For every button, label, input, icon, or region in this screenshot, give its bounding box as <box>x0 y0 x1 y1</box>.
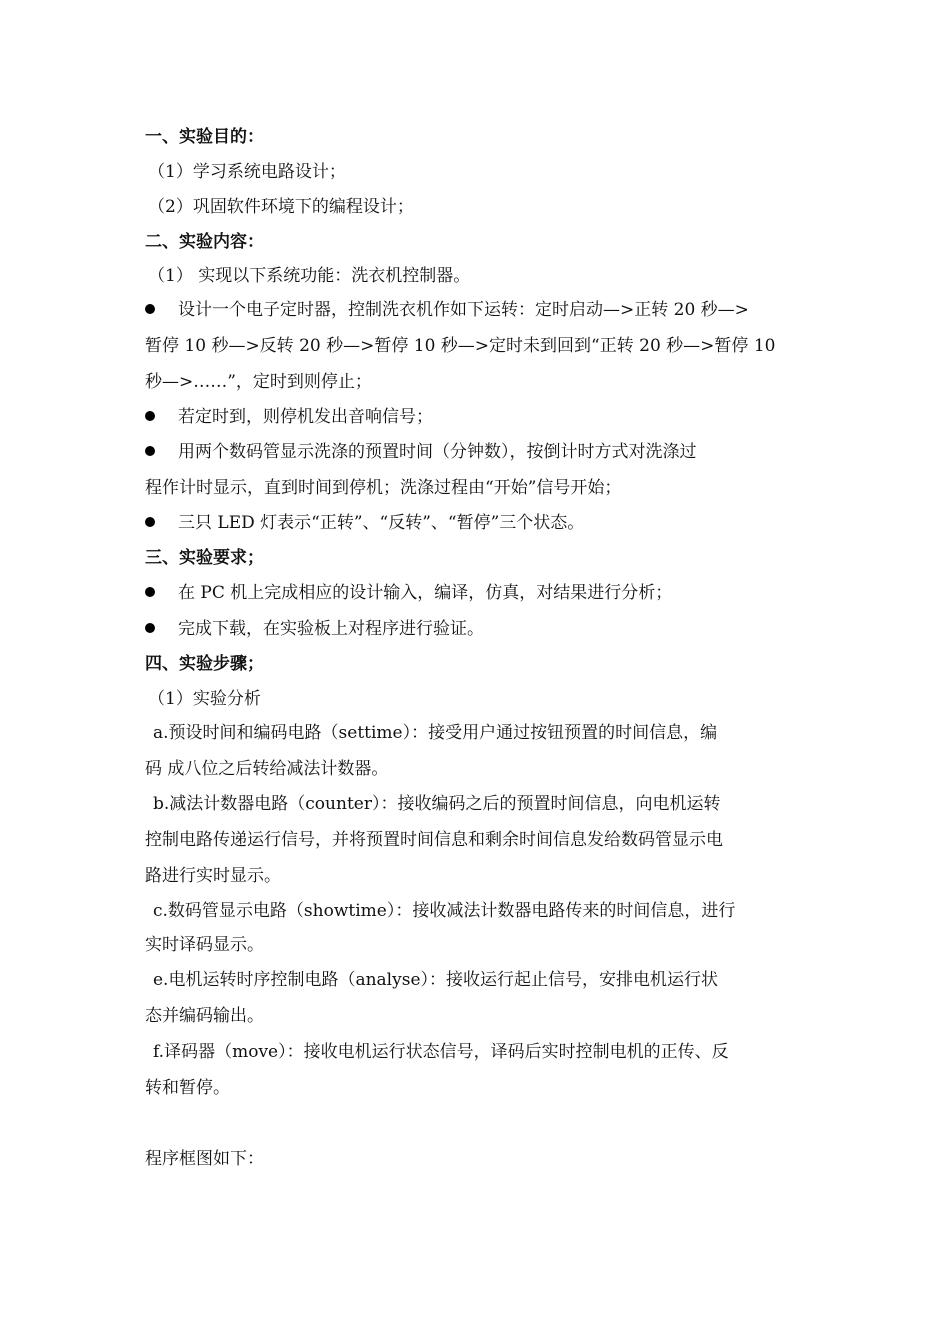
bullet-icon <box>145 517 155 527</box>
content-bullet-2 <box>145 405 810 429</box>
diagram-caption: 程序框图如下： <box>145 1149 264 1169</box>
steps-a-line-2: 码 成八位之后转给减法计数器。 <box>145 759 389 779</box>
steps-e-line-2: 态并编码输出。 <box>145 1006 264 1026</box>
section-heading-content: 二、实验内容： <box>145 232 264 252</box>
steps-f-line-2: 转和暂停。 <box>145 1078 230 1098</box>
bullet-icon <box>145 446 155 456</box>
bullet-icon <box>145 304 155 314</box>
requirements-bullet-1 <box>145 581 810 605</box>
bullet-icon <box>145 411 155 421</box>
content-bullet-3-line-2: 程作计时显示，直到时间到停机；洗涤过程由“开始”信号开始； <box>145 478 622 498</box>
bullet-icon <box>145 623 155 633</box>
steps-b-line-1: b.减法计数器电路（counter）：接收编码之后的预置时间信息，向电机运转 <box>153 794 721 814</box>
content-bullet-1-line-2: 暂停 10 秒—>反转 20 秒—>暂停 10 秒—>定时未到回到“正转 20 秒—>暂停 10 <box>145 336 776 356</box>
content-bullet-1-line-3: 秒—>……”，定时到则停止； <box>145 372 372 392</box>
steps-e-line-1: e.电机运转时序控制电路（analyse）：接收运行起止信号，安排电机运行状 <box>153 970 719 990</box>
steps-item-1: （1）实验分析 <box>148 689 261 709</box>
section-heading-purpose: 一、实验目的： <box>145 127 264 147</box>
requirements-bullet-1-text: 在 PC 机上完成相应的设计输入，编译，仿真，对结果进行分析； <box>178 583 673 603</box>
content-bullet-4-text: 三只 LED 灯表示“正转”、“反转”、“暂停”三个状态。 <box>178 513 585 533</box>
content-bullet-3-text: 用两个数码管显示洗涤的预置时间（分钟数），按倒计时方式对洗涤过 <box>178 442 697 462</box>
steps-b-line-3: 路进行实时显示。 <box>145 866 281 886</box>
requirements-bullet-2-text: 完成下载，在实验板上对程序进行验证。 <box>178 619 484 639</box>
purpose-item-2: （2）巩固软件环境下的编程设计； <box>148 197 414 217</box>
bullet-icon <box>145 587 155 597</box>
content-bullet-4 <box>145 511 810 535</box>
steps-c-line-2: 实时译码显示。 <box>145 935 264 955</box>
steps-c-line-1: c.数码管显示电路（showtime）：接收减法计数器电路传来的时间信息，进行 <box>153 901 736 921</box>
steps-f-line-1: f.译码器（move）：接收电机运行状态信号，译码后实时控制电机的正传、反 <box>153 1042 729 1062</box>
content-bullet-3 <box>145 440 810 464</box>
content-bullet-1-text: 设计一个电子定时器，控制洗衣机作如下运转：定时启动—>正转 20 秒—> <box>178 300 749 320</box>
content-bullet-1 <box>145 298 810 322</box>
steps-a-line-1: a.预设时间和编码电路（settime）：接受用户通过按钮预置的时间信息，编 <box>153 723 718 743</box>
steps-b-line-2: 控制电路传递运行信号，并将预置时间信息和剩余时间信息发给数码管显示电 <box>145 830 723 850</box>
section-heading-steps: 四、实验步骤； <box>145 654 264 674</box>
requirements-bullet-2 <box>145 617 810 641</box>
section-heading-requirements: 三、实验要求； <box>145 548 264 568</box>
content-item-1: （1） 实现以下系统功能：洗衣机控制器。 <box>148 266 471 286</box>
content-bullet-2-text: 若定时到，则停机发出音响信号； <box>178 407 433 427</box>
purpose-item-1: （1）学习系统电路设计； <box>148 162 346 182</box>
